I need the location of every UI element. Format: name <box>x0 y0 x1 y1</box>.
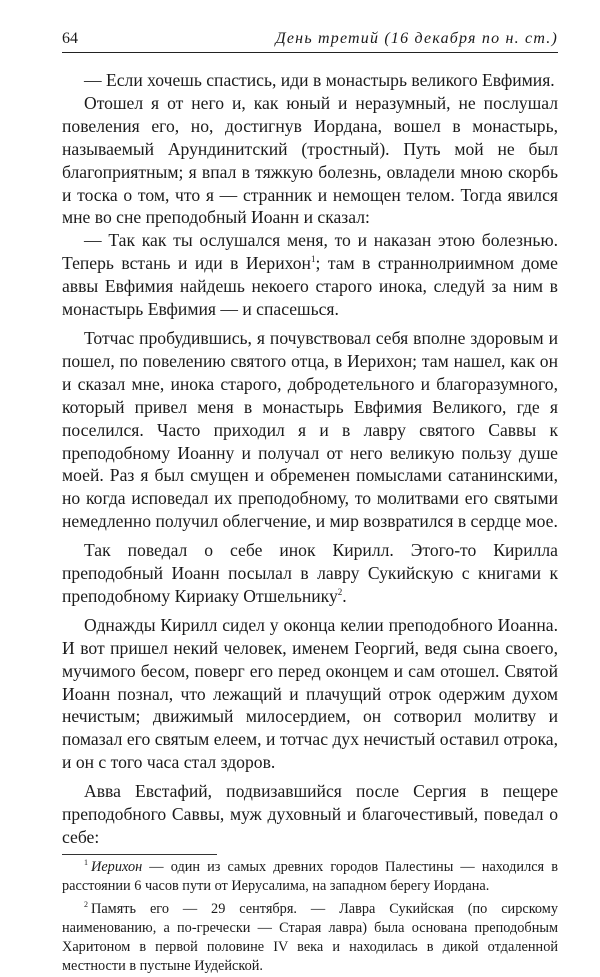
paragraph: Тотчас пробудившись, я почувствовал себя вполне здоровым и пошел, по повелению святого отца, в Иерихон; там нашел, как он и сказал мне, инока старого, добродетельного и благоразумного, который привел меня в монастырь Евфимия Великого, где я поселился. Часто приходил я и в лавру святого Саввы к преподобному Иоанну и получал от него великую пользу душе моей. Раз я был смущен и обременен помыслами сатанинскими, но когда исповедал их преподобному, то молитвами его святыми немедленно получил облегчение, и мир возвратился в сердце мое. <box>62 327 558 532</box>
footnote-divider <box>62 854 217 855</box>
paragraph: — Так как ты ослушался меня, то и наказан этою болезнью. Теперь встань и иди в Иерихон$^1$; там в страннолриимном доме аввы Евфимия найдешь некоего старого инока, следуй за ним в монастырь Евфимия — и спасешься. <box>62 230 558 320</box>
book-page <box>62 30 558 977</box>
paragraph: — Если хочешь спастись, иди в монастырь великого Евфимия. <box>84 70 555 90</box>
running-header <box>62 30 558 53</box>
paragraph: Авва Евстафий, подвизавшийся после Сергия в пещере преподобного Саввы, муж духовный и благочестивый, поведал о себе: <box>62 781 558 847</box>
footnotes <box>62 858 558 977</box>
paragraph: Так поведал о себе инок Кирилл. Этого-то Кирилла преподобный Иоанн посылал в лавру Сукийскую с книгами к преподобному Кириаку Отшельнику$^2$. <box>62 540 558 606</box>
footnote-ref-1: 1 <box>310 254 316 265</box>
footnote-1: $^1$ Иерихон — один из самых древних городов Палестины — находился в расстоянии 6 часов пути от Иерусалима, на западном берегу Иордана. <box>62 857 558 895</box>
main-text <box>62 69 558 849</box>
footnote-ref-2: 2 <box>337 586 343 597</box>
paragraph: Однажды Кирилл сидел у оконца келии преподобного Иоанна. И вот пришел некий человек, именем Георгий, ведя сына своего, мучимого бесом, поверг его перед оконцем и сам отошел. Святой Иоанн познал, что лежащий и плачущий отрок одержим духом нечистым; движимый милосердием, он сотворил молитву и помазал его святым елеем, и тотчас дух нечистый оставил отрока, и он с того часа стал здоров. <box>62 614 558 773</box>
running-title: День третий (16 декабря по н. ст.) <box>275 30 558 47</box>
footnote-term: Иерихон <box>91 858 143 875</box>
page-number: 64 <box>62 30 78 47</box>
footnote-2: $^2$ Память его — 29 сентября. — Лавра Сукийская (по сирскому наименованию, а по-гречески — Старая лавра) была основана преподобным Харитоном в первой половине IV века и находилась в дикой отдаленной местности в пустыне Иудейской. <box>62 899 558 975</box>
paragraph: Отошел я от него и, как юный и неразумный, не послушал повеления его, но, достигнув Иордана, вошел в монастырь, называемый Арундинитский (тростный). Путь мой не был благоприятным; я впал в тяжкую болезнь, овладели мною скорбь и тоска о том, что я — странник и немощен телом. Тогда явился мне во сне преподобный Иоанн и сказал: <box>62 92 558 228</box>
